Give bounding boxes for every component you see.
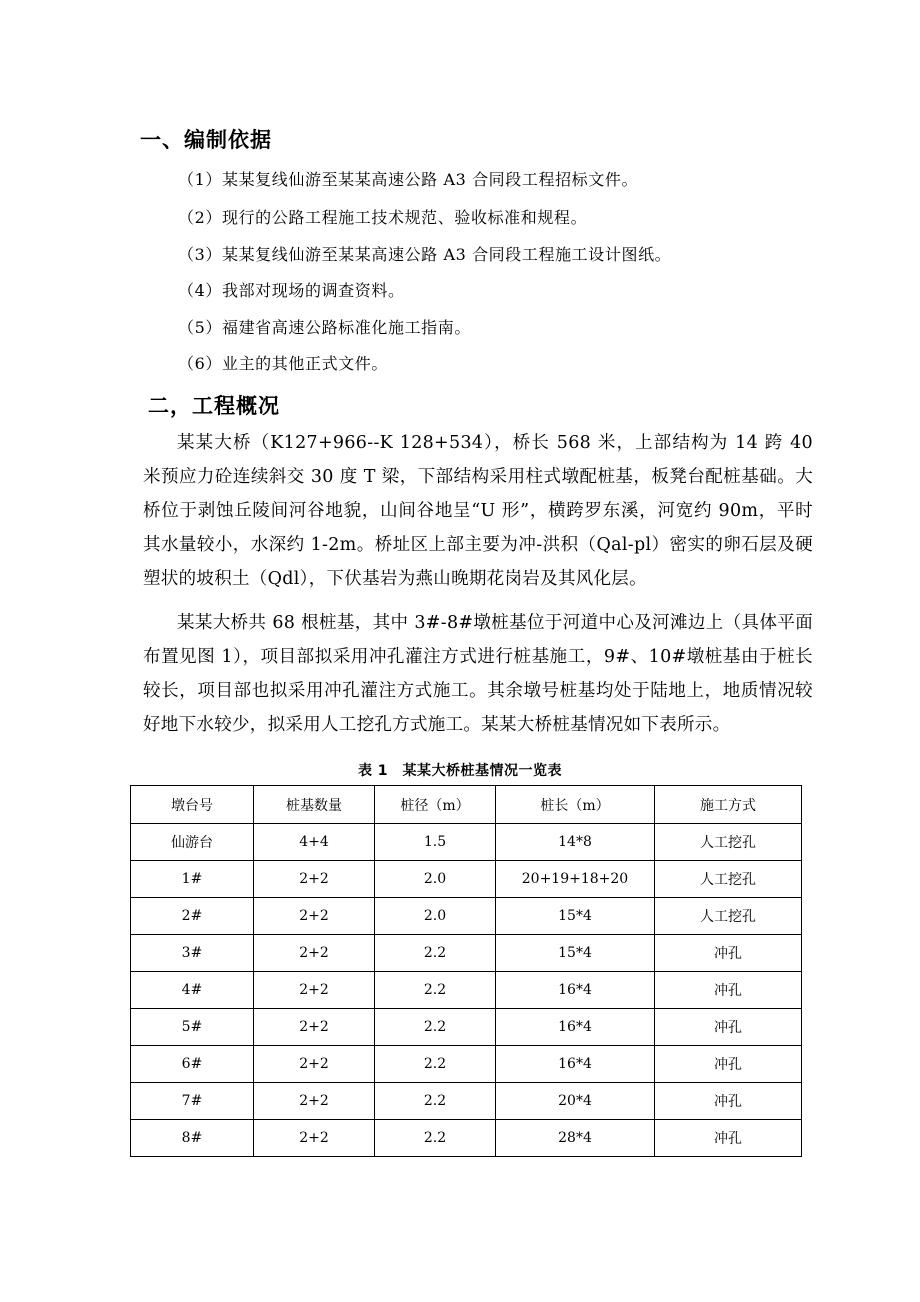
- basis-item-2: （2）现行的公路工程施工技术规范、验收标准和规程。: [178, 208, 588, 227]
- cell-count: 2+2: [254, 972, 375, 1009]
- header-construction-method: 施工方式: [655, 786, 802, 824]
- cell-pier: 5#: [131, 1009, 254, 1046]
- cell-count: 2+2: [254, 935, 375, 972]
- header-pile-diameter: 桩径（m）: [375, 786, 496, 824]
- basis-item-3: （3）某某复线仙游至某某高速公路 A3 合同段工程施工设计图纸。: [178, 245, 672, 264]
- cell-diameter: 2.0: [375, 861, 496, 898]
- cell-count: 4+4: [254, 824, 375, 861]
- cell-method: 冲孔: [655, 935, 802, 972]
- table-row: [131, 935, 802, 972]
- table-row: [131, 861, 802, 898]
- basis-item-1: （1）某某复线仙游至某某高速公路 A3 合同段工程招标文件。: [178, 170, 639, 189]
- cell-method: 冲孔: [655, 1046, 802, 1083]
- cell-pier: 2#: [131, 898, 254, 935]
- cell-pier: 7#: [131, 1083, 254, 1120]
- cell-length: 16*4: [496, 972, 655, 1009]
- cell-method: 人工挖孔: [655, 861, 802, 898]
- basis-item-6: （6）业主的其他正式文件。: [178, 354, 388, 373]
- cell-pier: 8#: [131, 1120, 254, 1157]
- cell-pier: 4#: [131, 972, 254, 1009]
- cell-pier: 6#: [131, 1046, 254, 1083]
- cell-diameter: 2.2: [375, 1046, 496, 1083]
- cell-length: 15*4: [496, 935, 655, 972]
- cell-method: 冲孔: [655, 1120, 802, 1157]
- basis-item-4: （4）我部对现场的调查资料。: [178, 281, 405, 300]
- cell-count: 2+2: [254, 898, 375, 935]
- cell-pier: 3#: [131, 935, 254, 972]
- table-row: [131, 972, 802, 1009]
- table-row: [131, 1120, 802, 1157]
- table-row: [131, 1009, 802, 1046]
- header-pile-length: 桩长（m）: [496, 786, 655, 824]
- table-header-row: [131, 786, 802, 824]
- cell-length: 15*4: [496, 898, 655, 935]
- table-row: [131, 824, 802, 861]
- table-row: [131, 1083, 802, 1120]
- section-heading-basis: 一、编制依据: [140, 128, 272, 152]
- cell-method: 冲孔: [655, 1083, 802, 1120]
- table-row: [131, 1046, 802, 1083]
- cell-method: 冲孔: [655, 972, 802, 1009]
- cell-count: 2+2: [254, 1120, 375, 1157]
- cell-diameter: 2.0: [375, 898, 496, 935]
- cell-count: 2+2: [254, 1009, 375, 1046]
- header-pile-count: 桩基数量: [254, 786, 375, 824]
- basis-item-5: （5）福建省高速公路标准化施工指南。: [178, 318, 471, 337]
- cell-length: 20+19+18+20: [496, 861, 655, 898]
- cell-diameter: 2.2: [375, 935, 496, 972]
- pile-foundation-table: [130, 785, 802, 1157]
- cell-method: 人工挖孔: [655, 898, 802, 935]
- section-heading-overview: 二，工程概况: [148, 394, 280, 418]
- cell-method: 人工挖孔: [655, 824, 802, 861]
- cell-length: 28*4: [496, 1120, 655, 1157]
- cell-diameter: 2.2: [375, 1009, 496, 1046]
- cell-length: 20*4: [496, 1083, 655, 1120]
- cell-diameter: 2.2: [375, 1083, 496, 1120]
- cell-pier: 仙游台: [131, 824, 254, 861]
- table-caption: 表 1 某某大桥桩基情况一览表: [357, 763, 563, 779]
- overview-paragraph-2: 某某大桥共 68 根桩基，其中 3#-8#墩桩基位于河道中心及河滩边上（具体平面布置见图 1），项目部拟采用冲孔灌注方式进行桩基施工，9#、10#墩桩基由于桩长较长，项目部也拟采用冲孔灌注方式施工。其余墩号桩基均处于陆地上，地质情况较好地下水较少，拟采用人工挖孔方式施工。某某大桥桩基情况如下表所示。: [143, 613, 813, 735]
- cell-pier: 1#: [131, 861, 254, 898]
- cell-diameter: 2.2: [375, 972, 496, 1009]
- cell-count: 2+2: [254, 1083, 375, 1120]
- cell-diameter: 2.2: [375, 1120, 496, 1157]
- table-row: [131, 898, 802, 935]
- cell-length: 14*8: [496, 824, 655, 861]
- cell-count: 2+2: [254, 1046, 375, 1083]
- overview-paragraph-1: 某某大桥（K127+966--K 128+534），桥长 568 米，上部结构为 14 跨 40 米预应力砼连续斜交 30 度 T 梁，下部结构采用柱式墩配桩基，板凳台配桩基础。大桥位于剥蚀丘陵间河谷地貌，山间谷地呈“U 形”，横跨罗东溪，河宽约 90m，平时其水量较小，水深约 1-2m。桥址区上部主要为冲-洪积（Qal-pl）密实的卵石层及硬塑状的坡积土（Qdl），下伏基岩为燕山晚期花岗岩及其风化层。: [143, 433, 813, 589]
- cell-method: 冲孔: [655, 1009, 802, 1046]
- cell-diameter: 1.5: [375, 824, 496, 861]
- cell-length: 16*4: [496, 1046, 655, 1083]
- header-pier-number: 墩台号: [131, 786, 254, 824]
- cell-count: 2+2: [254, 861, 375, 898]
- cell-length: 16*4: [496, 1009, 655, 1046]
